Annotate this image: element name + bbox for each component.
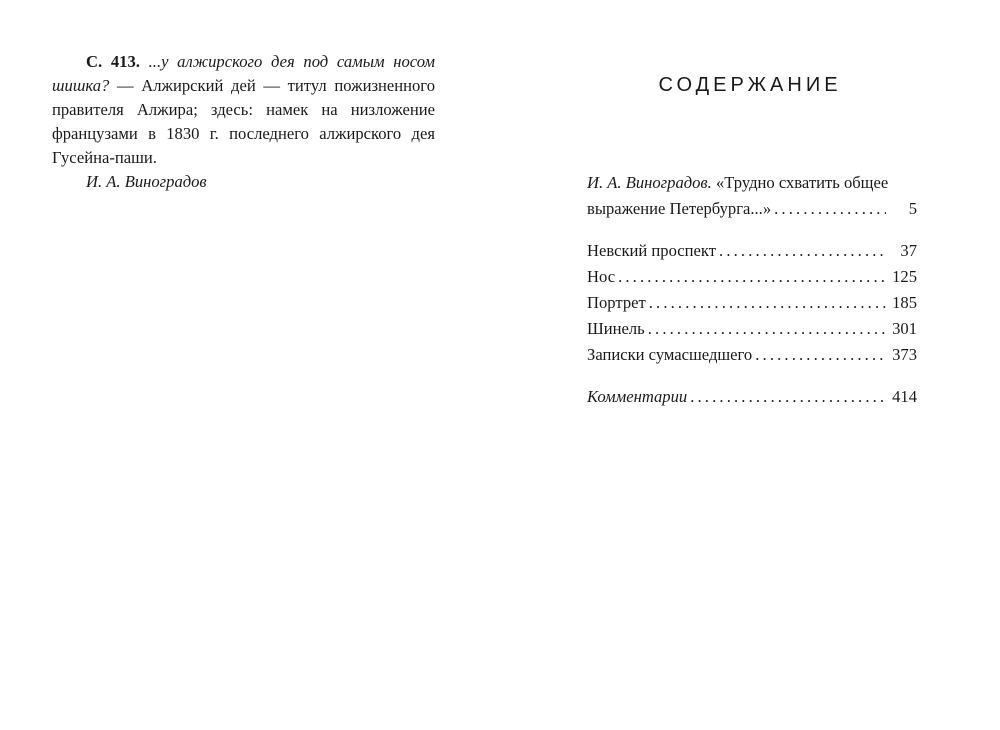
toc-entry-label: Портрет (587, 293, 646, 312)
table-of-contents (587, 170, 917, 410)
note-text: — Алжирский дей — титул пожизненного правителя Алжира; здесь: намек на низложение французами в 1830 г. последнего алжирского дея Гусейна-паши. (52, 76, 435, 167)
toc-entry-portret[interactable] (587, 290, 917, 316)
note-signature: И. А. Виноградов (86, 172, 207, 191)
toc-entry-label: Нос (587, 267, 616, 286)
toc-entry-label: Комментарии (587, 387, 688, 406)
toc-entry-nevsky[interactable] (587, 238, 917, 264)
toc-leader (690, 384, 886, 410)
note-paragraph (52, 50, 435, 170)
toc-leader (755, 342, 886, 368)
toc-leader (618, 264, 886, 290)
toc-intro-author: И. А. Виноградов. (587, 173, 712, 192)
toc-entry-intro[interactable] (587, 170, 917, 222)
toc-entry-page: 125 (892, 267, 917, 286)
toc-entry-nos[interactable] (587, 264, 917, 290)
toc-intro-title-line2: выражение Петербурга...» (587, 199, 772, 218)
note-lemma: ...у алжирского дея под самым носом шишка? (52, 52, 436, 95)
toc-leader (774, 196, 886, 222)
toc-entry-page: 185 (892, 293, 917, 312)
toc-entry-label: Невский проспект (587, 241, 717, 260)
toc-entry-page: 37 (900, 241, 917, 260)
toc-intro-page: 5 (908, 199, 917, 218)
right-page (500, 0, 1000, 730)
toc-entry-shinel[interactable] (587, 316, 917, 342)
toc-entry-page: 414 (892, 387, 917, 406)
toc-intro-line1 (587, 170, 917, 196)
toc-leader (649, 290, 886, 316)
commentary-note (52, 50, 435, 194)
toc-leader (648, 316, 886, 342)
toc-entry-page: 373 (892, 345, 917, 364)
note-page-ref: С. 413. (86, 52, 140, 71)
toc-commentary-group (587, 384, 917, 410)
toc-intro-group (587, 170, 917, 222)
toc-entry-label: Записки сумасшедшего (587, 345, 753, 364)
toc-leader (719, 238, 886, 264)
toc-entry-zapiski[interactable] (587, 342, 917, 368)
toc-intro-line2 (587, 196, 917, 222)
toc-works-group (587, 238, 917, 368)
toc-entry-commentary[interactable] (587, 384, 917, 410)
toc-entry-label: Шинель (587, 319, 645, 338)
toc-intro-title-line1: «Трудно схватить общее (715, 173, 889, 192)
toc-entry-page: 301 (892, 319, 917, 338)
toc-title: СОДЕРЖАНИЕ (658, 74, 842, 96)
